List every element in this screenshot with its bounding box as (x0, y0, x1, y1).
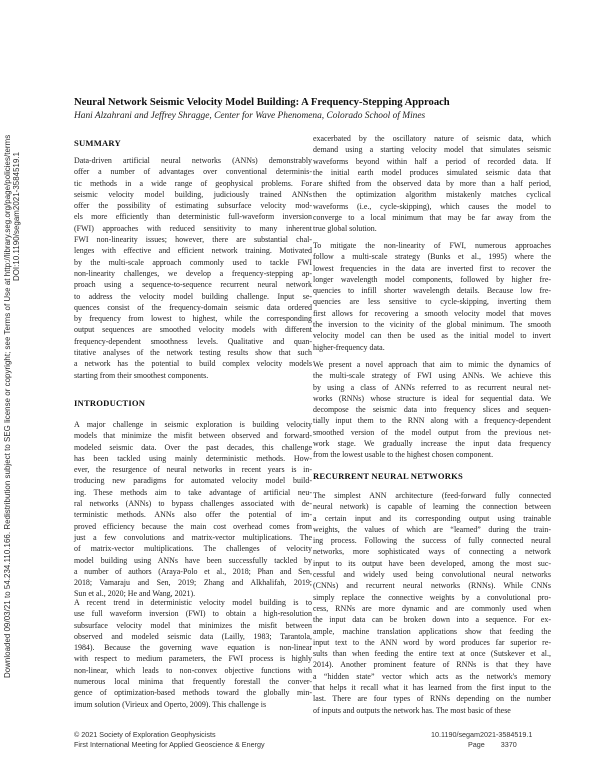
text-line: proach using a sequence-to-sequence recurrent neural network (74, 280, 312, 290)
text-line: waveforms beyond within half a period of recorded data. If (313, 156, 551, 166)
text-line: models that minimize the misfit between observed and forward- (74, 431, 312, 441)
text-line: neural network) is capable of learning the connection between (313, 502, 551, 512)
introduction-paragraph-1 (74, 419, 312, 600)
text-line: frequency-dependent smoothness levels. Qualitative and quan- (74, 336, 312, 346)
text-line: input to its output have been developed, among the most suc- (313, 558, 551, 568)
text-line: smoothed version of the model output from the previous net- (313, 427, 551, 437)
text-line: decompose the seismic data into frequency slices and sequen- (313, 405, 551, 415)
text-line: just a few convolutions and matrix-vector multiplications. The (74, 532, 312, 542)
text-line: (FWI) approaches with reduced sensitivity to many inherent (74, 223, 312, 233)
text-line: els more efficiently than deterministic full-waveform inversion (74, 212, 312, 222)
text-line: A major challenge in seismic exploration is building velocity (74, 420, 312, 429)
approach-paragraph (313, 359, 551, 461)
text-line: offer a number of advantages over conventional determinis- (74, 167, 312, 177)
text-line: then the optimization algorithm mistakenly matches cyclical (313, 190, 551, 200)
text-line: follow a multi-scale strategy (Bunks et al., 1995) where the (313, 252, 551, 262)
text-line: 1984). Because the governing wave equation is non-linear (74, 643, 312, 653)
doi-notice-line: DOI:10.1190/segam2021-3584519.1 (12, 151, 21, 281)
text-line: Sun et al., 2020; He and Wang, 2021). (74, 589, 196, 599)
text-line: 2014). Another prominent feature of RNNs is that they have (313, 660, 551, 670)
text-line: quencies to infill shorter wavelength details. Because low fre- (313, 286, 551, 296)
text-line: work stage. We gradually increase the input data frequency (313, 439, 551, 449)
text-line: quences consist of the frequency-domain seismic data ordered (74, 302, 312, 312)
text-line: simply replace the connective weights by a convolutional pro- (313, 592, 551, 602)
text-line: cessful and widely used being convolutional neural networks (313, 570, 551, 580)
text-line: a certain input and its corresponding output using trainable (313, 513, 551, 523)
text-line: from the lowest usable to the highest chosen component. (313, 450, 494, 460)
text-line: tially input them to the RNN along with a frequency-dependent (313, 416, 551, 426)
text-line: We present a novel approach that aim to mimic the dynamics of (313, 360, 551, 369)
text-line: by using a class of ANNs referred to as recurrent neural net- (313, 382, 551, 392)
text-line: the multi-scale strategy of FWI using ANNs. We achieve this (313, 371, 551, 381)
text-line: Data-driven artificial neural networks (ANNs) demonstrably (74, 156, 312, 165)
text-line: 2018; Vamaraju and Sen, 2019; Zhang and Alkhalifah, 2019; (74, 578, 312, 588)
text-line: that helps it recall what it has learned from the first input to the (313, 683, 551, 693)
footer-page-label: Page (468, 740, 485, 749)
text-line: works (RNNs) whose structure is ideal for sequential data. We (313, 393, 551, 403)
text-line: modeled seismic data. Over the past decades, this challenge (74, 442, 312, 452)
text-line: non-linear, which leads to non-convex objective functions with (74, 665, 312, 675)
text-line: ever, the resurgence of neural networks in recent years is in- (74, 465, 312, 475)
summary-paragraph (74, 155, 312, 381)
text-line: of inputs and outputs the network has. The most basic of these (313, 705, 511, 715)
text-line: cess, RNNs are more dynamic and are commonly used when (313, 603, 551, 613)
text-line: model building using ANNs have been successfully tackled by (74, 555, 312, 565)
text-line: longer wavelength model components, followed by higher fre- (313, 274, 551, 284)
fwi-paragraph-1 (313, 133, 551, 235)
text-line: ing process. Following the success of fully connected neural (313, 536, 551, 546)
text-line: lenges with effective and efficient network training. Motivated (74, 246, 312, 256)
text-line: subsurface velocity model that minimizes the misfit between (74, 620, 312, 630)
text-line: starting from their smoothest components. (74, 370, 209, 380)
footer-doi: 10.1190/segam2021-3584519.1 (431, 730, 533, 739)
text-line: a network has the potential to build complex velocity models (74, 359, 312, 369)
text-line: seismic velocity model building, judiciously trained ANNs (74, 189, 312, 199)
paper-title: Neural Network Seismic Velocity Model Building: A Frequency-Stepping Approach (74, 97, 450, 108)
text-line: non-linearity challenges, we develop a frequency-stepping ap- (74, 268, 312, 278)
text-line: with respect to medium parameters, the FWI process is highly (74, 654, 312, 664)
text-line: true global solution. (313, 224, 377, 234)
text-line: a “hidden state” vector which acts as the network's memory (313, 671, 551, 681)
text-line: FWI non-linearity issues; however, there are substantial chal- (74, 235, 312, 245)
paper-authors: Hani Alzahrani and Jeffrey Shragge, Center for Wave Phenomena, Colorado School of Mines (74, 111, 426, 121)
text-line: higher-frequency data. (313, 342, 385, 352)
text-line: by the multi-scale approach commonly used to tackle FWI (74, 257, 312, 267)
text-line: To mitigate the non-linearity of FWI, numerous approaches (313, 241, 551, 250)
text-line: offer the possibility of estimating subsurface velocity mod- (74, 201, 312, 211)
text-line: ing. These methods aim to take advantage of artificial neu- (74, 487, 312, 497)
text-line: The simplest ANN architecture (feed-forward fully connected (313, 491, 551, 500)
text-line: lowest frequencies in the data are inverted first to recover the (313, 263, 551, 273)
text-line: troducing new paradigms for automated velocity model build- (74, 476, 312, 486)
text-line: to address the velocity model building challenge. Input se- (74, 291, 312, 301)
download-notice-line: Downloaded 09/03/21 to 54.234.110.166. Redistribution subject to SEG license or copyright; see Terms of Use at http://library.seg.org/page/policies/terms (3, 134, 12, 678)
text-line: last. There are four types of RNNs depending on the number (313, 694, 551, 704)
fwi-paragraph-2 (313, 240, 551, 353)
download-notice-sidebar (0, 0, 22, 776)
text-line: weights, the values of which are “learned” during the train- (313, 524, 551, 534)
text-line: velocity model can then be used as the initial model to invert (313, 331, 551, 341)
rnn-heading: RECURRENT NEURAL NETWORKS (313, 471, 464, 481)
footer-meeting: First International Meeting for Applied Geoscience & Energy (74, 740, 265, 749)
text-line: demand using a starting velocity model that simulates seismic (313, 145, 551, 155)
text-line: has been tackled using mainly deterministic methods. How- (74, 453, 312, 463)
text-line: networks, more sophisticated ways of connecting a network (313, 547, 551, 557)
text-line: A recent trend in deterministic velocity model building is to (74, 598, 312, 607)
text-line: the inversion to the vicinity of the global minimum. The smooth (313, 320, 551, 330)
text-line: ral networks (ANNs) to bypass challenges associated with de- (74, 499, 312, 509)
text-line: the input data can be broken down into a sequence. For ex- (313, 615, 551, 625)
text-line: sults than when feeding the entire text at once (Sutskever et al., (313, 649, 551, 659)
text-line: input text to the ANN word by word produces far superior re- (313, 637, 551, 647)
text-line: terministic methods. ANNs also offer the potential of im- (74, 510, 312, 520)
text-line: waveforms (i.e., cycle-skipping), which causes the model to (313, 201, 551, 211)
text-line: converge to a local minimum that may be far away from the (313, 213, 551, 223)
text-line: of matrix-vector multiplications. The challenges of velocity (74, 544, 312, 554)
text-line: ample, machine translation applications show that feeding the (313, 626, 551, 636)
text-line: quencies are less sensitive to cycle-skipping, inverting them (313, 297, 551, 307)
text-line: imum solution (Virieux and Operto, 2009). This challenge is (74, 699, 267, 709)
text-line: (CNNs) and recurrent neural networks (RNNs). While CNNs (313, 581, 551, 591)
text-line: proved efficiency because the main cost overhead comes from (74, 521, 312, 531)
introduction-paragraph-2 (74, 597, 312, 710)
text-line: gence of optimization-based methods toward the globally min- (74, 688, 312, 698)
text-line: titative analyses of the network testing results show that such (74, 348, 312, 358)
text-line: a number of authors (Araya-Polo et al., 2018; Phan and Sen, (74, 566, 312, 576)
introduction-heading: INTRODUCTION (74, 398, 146, 408)
text-line: by frequency from lowest to highest, while the corresponding (74, 314, 312, 324)
text-line: tic methods in a wide range of geophysical problems. For (74, 178, 312, 188)
footer-page-number: 3370 (500, 740, 517, 749)
summary-heading: SUMMARY (74, 138, 121, 148)
footer-page (468, 740, 517, 749)
text-line: observed and modeled seismic data (Lailly, 1983; Tarantola, (74, 631, 312, 641)
text-line: numerous local minima that frequently forestall the conver- (74, 677, 312, 687)
text-line: the initial earth model produces simulated seismic data that (313, 167, 551, 177)
text-line: are shifted from the observed data by more than a half period, (313, 179, 551, 189)
text-line: output sequences are smoothed velocity models with different (74, 325, 312, 335)
text-line: first allows for recovering a smooth velocity model that moves (313, 308, 551, 318)
text-line: use full waveform inversion (FWI) to obtain a high-resolution (74, 609, 312, 619)
footer-copyright: © 2021 Society of Exploration Geophysicists (74, 730, 216, 739)
rnn-paragraph (313, 490, 551, 716)
text-line: exacerbated by the oscillatory nature of seismic data, which (313, 134, 551, 143)
